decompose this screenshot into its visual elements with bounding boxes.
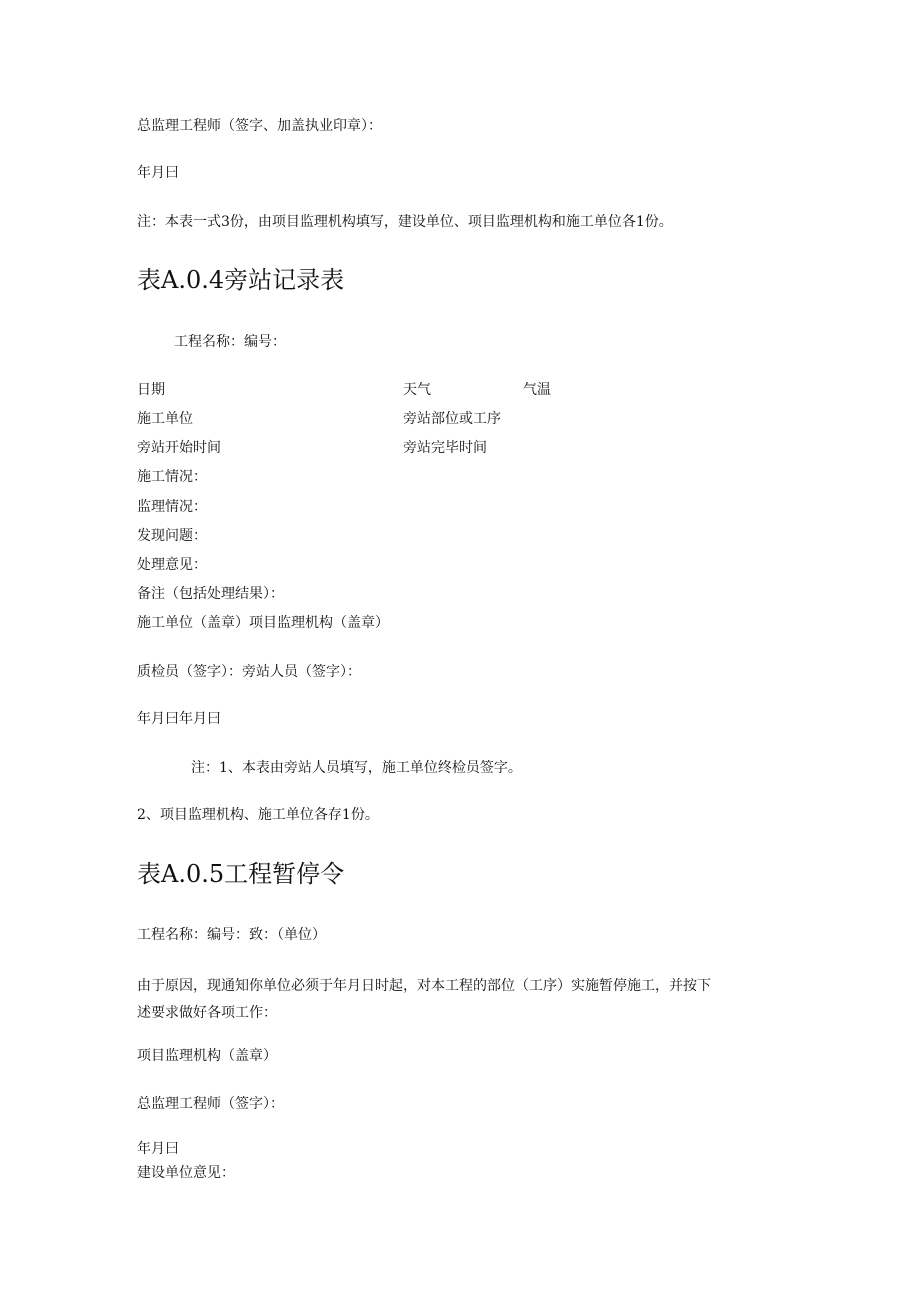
- field-end-time: 旁站完毕时间: [403, 440, 487, 456]
- date-line: 年月曰: [137, 165, 179, 181]
- note-2: 2、项目监理机构、施工单位各存1份。: [137, 807, 379, 823]
- form-row-times: [137, 438, 557, 458]
- field-remarks: 备注（包括处理结果）：: [137, 586, 284, 602]
- field-date: 日期: [137, 382, 165, 398]
- table-note: 注：本表一式3份，由项目监理机构填写，建设单位、项目监理机构和施工单位各1份。: [137, 214, 673, 230]
- body-text-line-2: 述要求做好各项工作：: [137, 1005, 277, 1021]
- seal-line: 施工单位（盖章）项目监理机构（盖章）: [137, 615, 389, 631]
- field-construction-unit: 施工单位: [137, 411, 193, 427]
- field-temperature: 气温: [523, 382, 551, 398]
- form-row-unit-position: [137, 409, 557, 429]
- note-1: 注：1、本表由旁站人员填写，施工单位终检员签字。: [191, 760, 522, 776]
- field-station-position: 旁站部位或工序: [403, 411, 501, 427]
- field-weather: 天气: [403, 382, 431, 398]
- org-seal-line: 项目监理机构（盖章）: [137, 1048, 277, 1064]
- project-name-line: 工程名称：编号：: [174, 334, 286, 350]
- body-text-line-1: 由于原因，现通知你单位必须于年月日时起，对本工程的部位（工序）实施暂停施工，并按下: [137, 978, 711, 994]
- section-title-a05: 表A.0.5工程暂停令: [137, 860, 345, 888]
- dates-line: 年月曰年月曰: [137, 711, 221, 727]
- project-name-line-a05: 工程名称：编号：致：（单位）: [137, 927, 326, 943]
- field-construction-status: 施工情况：: [137, 469, 207, 485]
- date-line-a05: 年月曰: [137, 1141, 179, 1157]
- chief-signature-line-a05: 总监理工程师（签字）：: [137, 1096, 284, 1112]
- form-row-date-weather: [137, 380, 557, 400]
- field-handling-opinion: 处理意见：: [137, 557, 207, 573]
- field-start-time: 旁站开始时间: [137, 440, 221, 456]
- signature-line: 质检员（签字）：旁站人员（签字）：: [137, 664, 361, 680]
- section-title-a04: 表A.0.4旁站记录表: [137, 266, 345, 294]
- field-issues-found: 发现问题：: [137, 528, 207, 544]
- owner-opinion-line: 建设单位意见：: [137, 1165, 235, 1181]
- chief-engineer-signature-line: 总监理工程师（签字、加盖执业印章）：: [137, 118, 382, 134]
- field-supervision-status: 监理情况：: [137, 499, 207, 515]
